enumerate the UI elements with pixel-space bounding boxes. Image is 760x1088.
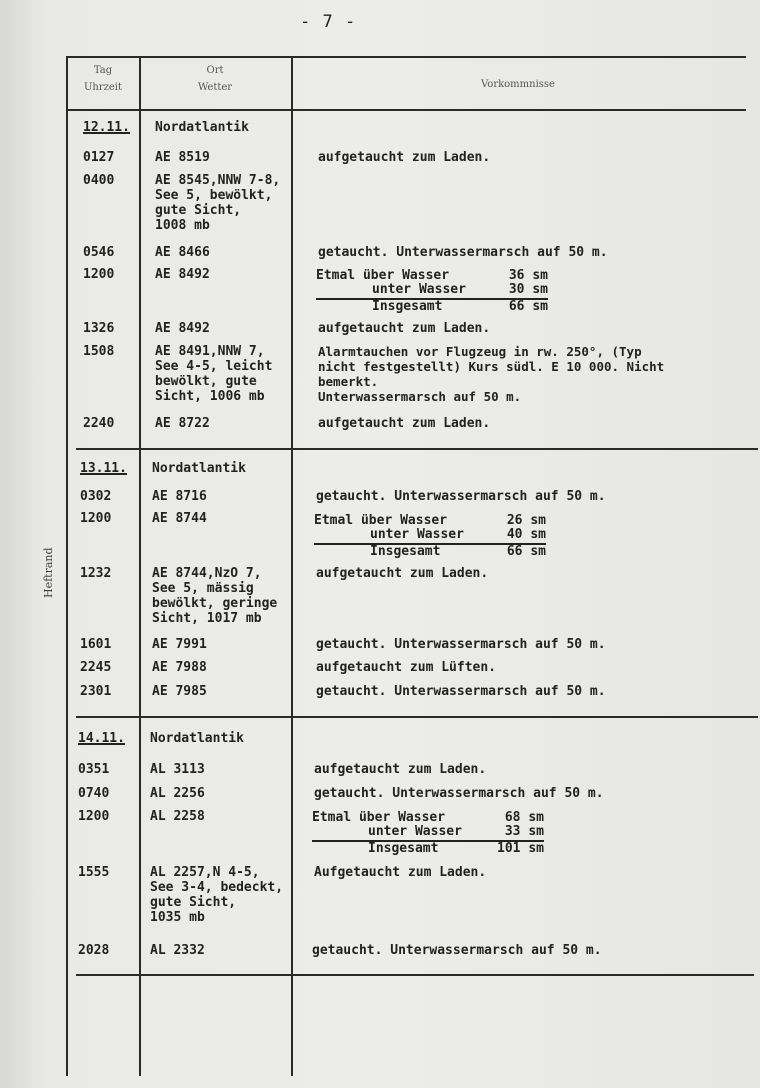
entry-event: getaucht. Unterwassermarsch auf 50 m. bbox=[316, 489, 606, 504]
entry-place: AE 8545,NNW 7-8, See 5, bewölkt, gute Sicht, 1008 mb bbox=[155, 173, 281, 233]
entry-time: 0400 bbox=[83, 173, 115, 188]
entry-place: AE 7991 bbox=[152, 637, 207, 652]
entry-event: Alarmtauchen vor Flugzeug in rw. 250°, (Typ nicht festgestellt) Kurs südl. E 10 000. Nicht bemerkt. Unterwassermarsch auf 50 m. bbox=[318, 344, 665, 404]
entry-place: AE 7985 bbox=[152, 684, 207, 699]
entry-time: 1601 bbox=[80, 637, 112, 652]
header-rule bbox=[66, 109, 746, 111]
entry-time: 2301 bbox=[80, 684, 112, 699]
section-region: Nordatlantik bbox=[150, 731, 244, 746]
section-divider bbox=[76, 448, 758, 450]
entry-time: 0351 bbox=[78, 762, 110, 777]
entry-event: getaucht. Unterwassermarsch auf 50 m. bbox=[316, 684, 606, 699]
entry-place: AE 8744 bbox=[152, 511, 207, 526]
entry-place: AL 3113 bbox=[150, 762, 205, 777]
entry-time: 1200 bbox=[83, 267, 115, 282]
entry-place: AE 8492 bbox=[155, 267, 210, 282]
entry-time: 2240 bbox=[83, 416, 115, 431]
section-divider bbox=[76, 974, 754, 976]
header-events: Vorkommnisse bbox=[481, 79, 555, 90]
header-time: Tag Uhrzeit bbox=[83, 65, 123, 93]
entry-event: getaucht. Unterwassermarsch auf 50 m. bbox=[314, 786, 604, 801]
entry-event: aufgetaucht zum Laden. bbox=[318, 321, 491, 336]
entry-place: AL 2258 bbox=[150, 809, 205, 824]
entry-place: AE 8466 bbox=[155, 245, 210, 260]
column-rule bbox=[291, 56, 293, 1076]
section-date: 12.11. bbox=[83, 120, 130, 135]
table-left-rule bbox=[66, 56, 68, 1076]
daily-distance-summary: Etmal über Wasser 36 sm unter Wasser 30 sm Insgesamt 66 sm bbox=[316, 268, 548, 314]
entry-place: AE 8519 bbox=[155, 150, 210, 165]
entry-event: aufgetaucht zum Lüften. bbox=[316, 660, 497, 675]
entry-place: AE 8722 bbox=[155, 416, 210, 431]
entry-place: AE 8491,NNW 7, See 4-5, leicht bewölkt, gute Sicht, 1006 mb bbox=[155, 344, 273, 404]
entry-time: 1200 bbox=[80, 511, 112, 526]
entry-time: 0302 bbox=[80, 489, 112, 504]
entry-place: AE 8492 bbox=[155, 321, 210, 336]
entry-place: AL 2257,N 4-5, See 3-4, bedeckt, gute Sicht, 1035 mb bbox=[150, 865, 284, 925]
section-region: Nordatlantik bbox=[152, 461, 246, 476]
section-region: Nordatlantik bbox=[155, 120, 249, 135]
entry-time: 1200 bbox=[78, 809, 110, 824]
entry-time: 1508 bbox=[83, 344, 115, 359]
entry-time: 2245 bbox=[80, 660, 112, 675]
entry-place: AL 2256 bbox=[150, 786, 205, 801]
section-divider bbox=[76, 716, 758, 718]
entry-time: 1326 bbox=[83, 321, 115, 336]
entry-event: getaucht. Unterwassermarsch auf 50 m. bbox=[312, 943, 602, 958]
entry-event: getaucht. Unterwassermarsch auf 50 m. bbox=[316, 637, 606, 652]
section-date: 13.11. bbox=[80, 461, 127, 476]
entry-event: aufgetaucht zum Laden. bbox=[318, 416, 491, 431]
entry-time: 2028 bbox=[78, 943, 110, 958]
entry-time: 0127 bbox=[83, 150, 115, 165]
section-date: 14.11. bbox=[78, 731, 125, 746]
page-number: - 7 - bbox=[300, 12, 357, 32]
margin-label: Heftrand bbox=[42, 547, 55, 598]
entry-place: AE 8744,NzO 7, See 5, mässig bewölkt, geringe Sicht, 1017 mb bbox=[152, 566, 278, 626]
entry-event: Aufgetaucht zum Laden. bbox=[314, 865, 487, 880]
entry-event: aufgetaucht zum Laden. bbox=[314, 762, 487, 777]
entry-place: AE 7988 bbox=[152, 660, 207, 675]
table-top-rule bbox=[66, 56, 746, 58]
column-rule bbox=[139, 56, 141, 1076]
entry-time: 0740 bbox=[78, 786, 110, 801]
entry-time: 0546 bbox=[83, 245, 115, 260]
entry-time: 1555 bbox=[78, 865, 110, 880]
daily-distance-summary: Etmal über Wasser 68 sm unter Wasser 33 sm Insgesamt 101 sm bbox=[312, 810, 544, 856]
header-place: Ort Wetter bbox=[197, 65, 233, 93]
entry-place: AE 8716 bbox=[152, 489, 207, 504]
entry-place: AL 2332 bbox=[150, 943, 205, 958]
entry-time: 1232 bbox=[80, 566, 112, 581]
entry-event: aufgetaucht zum Laden. bbox=[316, 566, 489, 581]
entry-event: getaucht. Unterwassermarsch auf 50 m. bbox=[318, 245, 608, 260]
entry-event: aufgetaucht zum Laden. bbox=[318, 150, 491, 165]
daily-distance-summary: Etmal über Wasser 26 sm unter Wasser 40 sm Insgesamt 66 sm bbox=[314, 513, 546, 559]
